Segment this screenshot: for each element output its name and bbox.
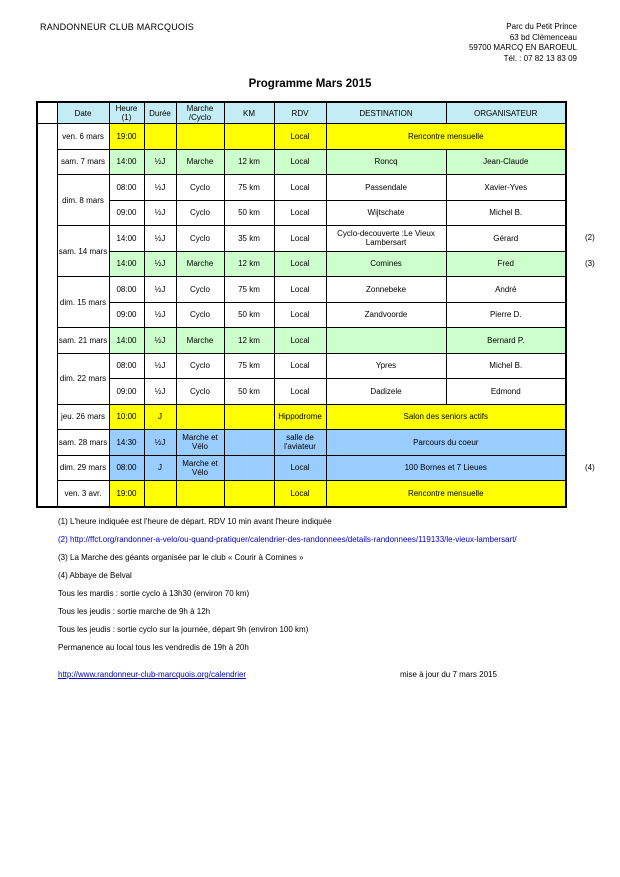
note-line: (4) Abbaye de Belval <box>58 571 132 580</box>
row-km: 75 km <box>224 277 274 303</box>
address-line: 63 bd Clémenceau <box>509 32 577 42</box>
row-organisateur: Michel B. <box>446 353 566 379</box>
row-km: 50 km <box>224 200 274 226</box>
row-heure: 14:00 <box>109 328 144 354</box>
row-destination: Cyclo-decouverte :Le Vieux Lambersart <box>326 226 446 252</box>
row-type: Marche <box>176 251 224 277</box>
row-date: ven. 3 avr. <box>57 481 109 507</box>
row-rdv: Local <box>274 277 326 303</box>
program-table <box>36 101 567 508</box>
row-organisateur: André <box>446 277 566 303</box>
row-destination: Roncq <box>326 149 446 175</box>
row-duree: J <box>144 404 176 430</box>
row-rdv: Hippodrome <box>274 404 326 430</box>
row-duree <box>144 124 176 150</box>
table-row <box>37 430 566 456</box>
note-link[interactable]: (2) http://ffct.org/randonner-a-velo/ou-quand-pratiquer/calendrier-des-randonnees/details-randonnees/119133/le-vieux-lambersart/ <box>58 535 517 544</box>
table-row <box>37 455 566 481</box>
address-phone: Tél. : 07 82 13 83 09 <box>503 53 577 63</box>
header-km: KM <box>224 102 274 124</box>
row-type: Marche et Vélo <box>176 430 224 456</box>
row-duree: ½J <box>144 251 176 277</box>
club-address <box>469 22 577 64</box>
row-rdv: Local <box>274 175 326 201</box>
row-duree <box>144 481 176 507</box>
row-duree: ½J <box>144 353 176 379</box>
row-type: Marche et Vélo <box>176 455 224 481</box>
program-table-body <box>37 124 566 507</box>
row-rdv: Local <box>274 200 326 226</box>
header-spacer <box>37 102 57 124</box>
note-line: Tous les mardis : sortie cyclo à 13h30 (environ 70 km) <box>58 589 250 598</box>
row-km <box>224 481 274 507</box>
row-type: Cyclo <box>176 200 224 226</box>
row-type: Marche <box>176 328 224 354</box>
row-duree: ½J <box>144 200 176 226</box>
row-type <box>176 481 224 507</box>
program-table-wrapper <box>36 101 567 508</box>
row-destination: Parcours du coeur <box>326 430 566 456</box>
row-organisateur: Jean-Claude <box>446 149 566 175</box>
row-heure: 09:00 <box>109 379 144 405</box>
table-row <box>37 251 566 277</box>
row-km <box>224 455 274 481</box>
row-type <box>176 404 224 430</box>
row-date: sam. 28 mars <box>57 430 109 456</box>
row-rdv: Local <box>274 353 326 379</box>
row-duree: ½J <box>144 226 176 252</box>
row-km <box>224 430 274 456</box>
row-destination: Passendale <box>326 175 446 201</box>
row-type: Cyclo <box>176 302 224 328</box>
row-km: 50 km <box>224 379 274 405</box>
table-row <box>37 124 566 150</box>
row-type: Cyclo <box>176 353 224 379</box>
table-row <box>37 277 566 303</box>
footnote-ref: (3) <box>585 258 595 268</box>
footnote-ref: (4) <box>585 462 595 472</box>
row-km: 35 km <box>224 226 274 252</box>
row-type: Cyclo <box>176 277 224 303</box>
row-heure: 19:00 <box>109 124 144 150</box>
row-date: sam. 21 mars <box>57 328 109 354</box>
table-row <box>37 404 566 430</box>
note-line: Tous les jeudis : sortie marche de 9h à 12h <box>58 607 211 616</box>
header-duree: Durée <box>144 102 176 124</box>
row-destination: Rencontre mensuelle <box>326 124 566 150</box>
row-type: Cyclo <box>176 379 224 405</box>
row-date: sam. 14 mars <box>57 226 109 277</box>
header-type: Marche /Cyclo <box>176 102 224 124</box>
row-organisateur: Edmond <box>446 379 566 405</box>
row-rdv: Local <box>274 328 326 354</box>
header-organisateur: ORGANISATEUR <box>446 102 566 124</box>
row-rdv: Local <box>274 124 326 150</box>
row-heure: 14:00 <box>109 251 144 277</box>
row-date: dim. 29 mars <box>57 455 109 481</box>
row-date: dim. 15 mars <box>57 277 109 328</box>
table-row <box>37 226 566 252</box>
row-duree: ½J <box>144 302 176 328</box>
row-km <box>224 124 274 150</box>
row-km: 75 km <box>224 353 274 379</box>
table-row <box>37 302 566 328</box>
row-type <box>176 124 224 150</box>
row-rdv: Local <box>274 251 326 277</box>
address-line: 59700 MARCQ EN BAROEUL <box>468 43 577 52</box>
row-heure: 09:00 <box>109 302 144 328</box>
row-organisateur: Pierre D. <box>446 302 566 328</box>
row-organisateur: Fred <box>446 251 566 277</box>
page-title: Programme Mars 2015 <box>248 78 372 90</box>
row-destination: Dadizele <box>326 379 446 405</box>
row-destination: Wijtschate <box>326 200 446 226</box>
row-heure: 08:00 <box>109 175 144 201</box>
row-organisateur: Xavier-Yves <box>446 175 566 201</box>
table-row <box>37 200 566 226</box>
row-type: Cyclo <box>176 175 224 201</box>
notes-section <box>58 517 517 661</box>
row-heure: 10:00 <box>109 404 144 430</box>
row-heure: 14:00 <box>109 149 144 175</box>
address-line: Parc du Petit Prince <box>506 22 577 31</box>
header-rdv: RDV <box>274 102 326 124</box>
row-duree: ½J <box>144 379 176 405</box>
row-date: jeu. 26 mars <box>57 404 109 430</box>
row-organisateur: Michel B. <box>446 200 566 226</box>
table-row <box>37 149 566 175</box>
row-destination <box>326 328 446 354</box>
table-header-row <box>37 102 566 124</box>
header-date: Date <box>57 102 109 124</box>
row-heure: 14:00 <box>109 226 144 252</box>
row-km: 12 km <box>224 328 274 354</box>
row-organisateur: Bernard P. <box>446 328 566 354</box>
row-km <box>224 404 274 430</box>
row-type: Marche <box>176 149 224 175</box>
row-destination: Zonnebeke <box>326 277 446 303</box>
row-heure: 08:00 <box>109 277 144 303</box>
row-km: 75 km <box>224 175 274 201</box>
row-date: dim. 22 mars <box>57 353 109 404</box>
row-rdv: Local <box>274 481 326 507</box>
note-line: Permanence au local tous les vendredis de 19h à 20h <box>58 643 249 652</box>
row-date: dim. 8 mars <box>57 175 109 226</box>
row-km: 12 km <box>224 251 274 277</box>
row-rdv: Local <box>274 455 326 481</box>
note-line: Tous les jeudis : sortie cyclo sur la journée, départ 9h (environ 100 km) <box>58 625 309 634</box>
row-rdv: Local <box>274 149 326 175</box>
club-name: RANDONNEUR CLUB MARCQUOIS <box>40 22 195 32</box>
table-row <box>37 481 566 507</box>
table-row <box>37 353 566 379</box>
row-rdv: Local <box>274 226 326 252</box>
table-row <box>37 328 566 354</box>
row-duree: ½J <box>144 175 176 201</box>
update-date: mise à jour du 7 mars 2015 <box>400 670 497 679</box>
row-heure: 14:30 <box>109 430 144 456</box>
row-duree: J <box>144 455 176 481</box>
row-destination: 100 Bornes et 7 Lieues <box>326 455 566 481</box>
table-row <box>37 175 566 201</box>
row-destination: Rencontre mensuelle <box>326 481 566 507</box>
table-row <box>37 379 566 405</box>
row-km: 50 km <box>224 302 274 328</box>
row-heure: 09:00 <box>109 200 144 226</box>
row-km: 12 km <box>224 149 274 175</box>
row-duree: ½J <box>144 328 176 354</box>
row-date: ven. 6 mars <box>57 124 109 150</box>
row-organisateur: Gérard <box>446 226 566 252</box>
row-heure: 19:00 <box>109 481 144 507</box>
row-heure: 08:00 <box>109 455 144 481</box>
row-rdv: Local <box>274 379 326 405</box>
note-line: (3) La Marche des géants organisée par le club « Courir à Comines » <box>58 553 304 562</box>
row-date: sam. 7 mars <box>57 149 109 175</box>
row-destination: Zandvoorde <box>326 302 446 328</box>
calendar-link[interactable]: http://www.randonneur-club-marcquois.org/calendrier <box>58 670 247 679</box>
row-type: Cyclo <box>176 226 224 252</box>
row-heure: 08:00 <box>109 353 144 379</box>
header-heure: Heure (1) <box>109 102 144 124</box>
row-rdv: salle de l'aviateur <box>274 430 326 456</box>
row-destination: Ypres <box>326 353 446 379</box>
row-rdv: Local <box>274 302 326 328</box>
note-line: (1) L'heure indiquée est l'heure de départ. RDV 10 min avant l'heure indiquée <box>58 517 332 526</box>
row-destination: Comines <box>326 251 446 277</box>
row-spacer <box>37 124 57 507</box>
row-duree: ½J <box>144 430 176 456</box>
row-destination: Salon des seniors actifs <box>326 404 566 430</box>
row-duree: ½J <box>144 277 176 303</box>
footnote-ref: (2) <box>585 233 595 243</box>
row-duree: ½J <box>144 149 176 175</box>
header-destination: DESTINATION <box>326 102 446 124</box>
